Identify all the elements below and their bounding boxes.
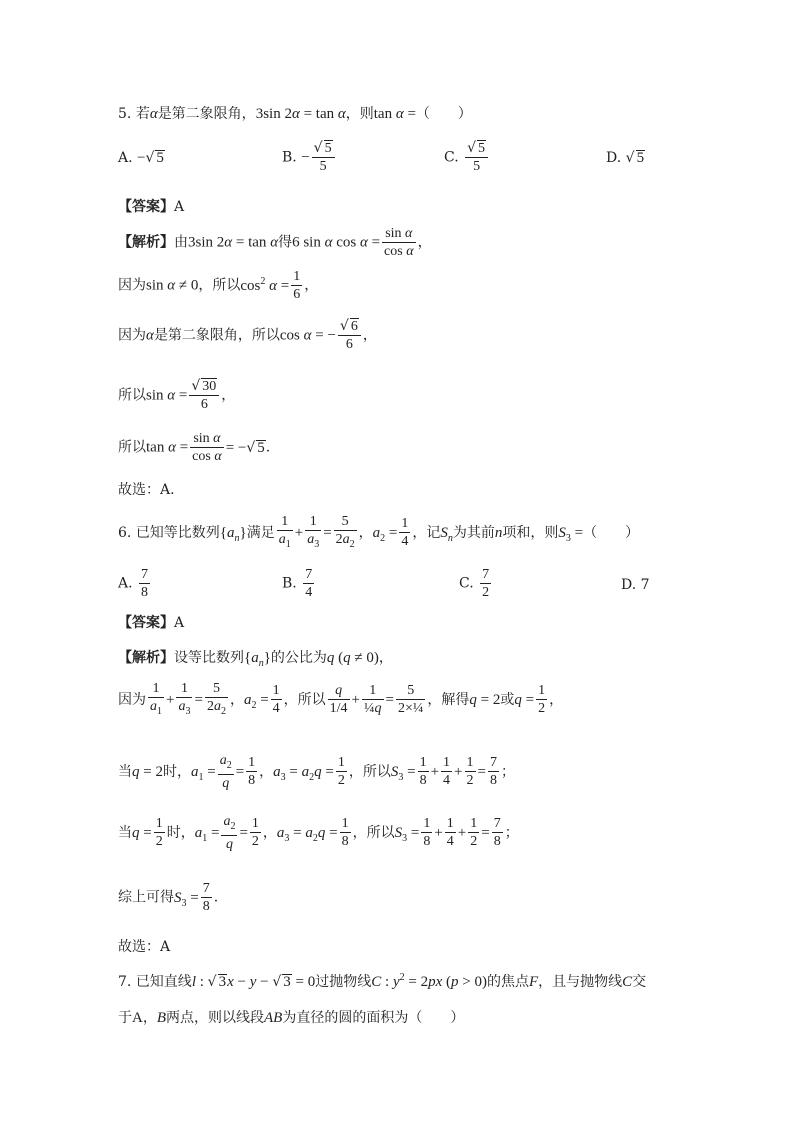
q6-analysis-line4: 当q = $\frac{1}{2}$ 时，$a_1$ = $\frac{a_2}{q}$ = $\frac{1}{2}$ ，$a_3 = a_2q$ = $\frac{1}{8}$ ，所以$S_3$ = $\frac{1}{8}$ + $\frac{1}{4}$ + $\frac{1}{2}$ = $\frac{7}{8}$ ； xyxy=(118,814,519,852)
q6-answer: 【答案】A xyxy=(118,615,185,631)
q6-option-b[interactable]: B. $\frac{7}{4}$ xyxy=(282,567,313,600)
q5-analysis-line1: 【解析】由3sin 2α = tan α得6 sin α cos α = $\frac{\text{sin α}}{\text{cos α}}$ ， xyxy=(118,226,432,259)
q5-answer: 【答案】A xyxy=(118,199,185,215)
q6-analysis-line3: 当q = 2时，$a_1$ = $\frac{a_2}{q}$ = $\frac{1}{8}$ ，$a_3 = a_2q$ = $\frac{1}{2}$ ，所以$S_3$ = $\frac{1}{8}$ + $\frac{1}{4}$ + $\frac{1}{2}$ = $\frac{7}{8}$ ； xyxy=(118,753,515,791)
q6-analysis-line2: 因为 $\frac{1}{a_1}$ + $\frac{1}{a_3}$ = $\frac{5}{2a_2}$ ，$a_2$ = $\frac{1}{4}$ ，所以 $\frac{q}{1/4}$ + $\frac{1}{\text{¼q}}$ = $\frac{5}{\text{2×¼}}$ ，解得q = 2或q = $\frac{1}{2}$ ， xyxy=(118,681,564,717)
q5-option-a[interactable]: A. −√ 5 xyxy=(118,150,164,166)
q5-option-b[interactable]: B. − $\frac{√ 5}{5}$ xyxy=(282,140,337,175)
q6-conclusion: 故选：A xyxy=(118,939,171,955)
q5-analysis-line5: 所以tan α = $\frac{\text{sin α}}{\text{cos α}}$ = −√ 5. xyxy=(118,431,271,464)
q6-stem: 6. 已知等比数列$\{a_n\}$满足 $\frac{1}{a_1}$ + $\frac{1}{a_3}$ = $\frac{5}{2a_2}$ ，$a_2$ = $\frac{1}{4}$ ，记$S_n$为其前n项和，则$S_3$ =（ ） xyxy=(118,514,640,550)
q5-option-c[interactable]: C. $\frac{√ 5}{5}$ xyxy=(444,140,490,175)
q6-option-c[interactable]: C. $\frac{7}{2}$ xyxy=(459,567,490,600)
q6-analysis-line1: 【解析】设等比数列$\{a_n\}$的公比为q (q ≠ 0)， xyxy=(118,650,393,669)
q5-analysis-line2: 因为sin α ≠ 0，所以$\cos^2 \alpha$ = $\frac{1}{6}$ ， xyxy=(118,269,319,302)
q5-stem: 5. 若α是第二象限角，3sin 2α = tan α，则tan α =（ ） xyxy=(118,106,472,122)
q5-analysis-line3: 因为α是第二象限角，所以cos α = − $\frac{√ 6}{6}$ ， xyxy=(118,318,377,352)
q7-stem: 7. 已知直线l : √ 3x − y − √ 3 = 0过抛物线C : $y^2 = 2px$ (p > 0)的焦点F，且与抛物线C交 xyxy=(118,972,647,990)
q5-option-d[interactable]: D. √ 5 xyxy=(606,150,645,166)
q6-option-d[interactable]: D. 7 xyxy=(621,577,650,593)
q6-option-a[interactable]: A. $\frac{7}{8}$ xyxy=(118,567,149,600)
q5-analysis-line4: 所以sin α = $\frac{√ 30}{6}$ ， xyxy=(118,378,236,412)
q5-conclusion: 故选：A. xyxy=(118,482,175,498)
q7-stem-line2: 于A，B两点，则以线段AB为直径的圆的面积为（ ） xyxy=(118,1010,465,1026)
q6-analysis-line5: 综上可得$S_3$ = $\frac{7}{8}$ . xyxy=(118,881,219,914)
